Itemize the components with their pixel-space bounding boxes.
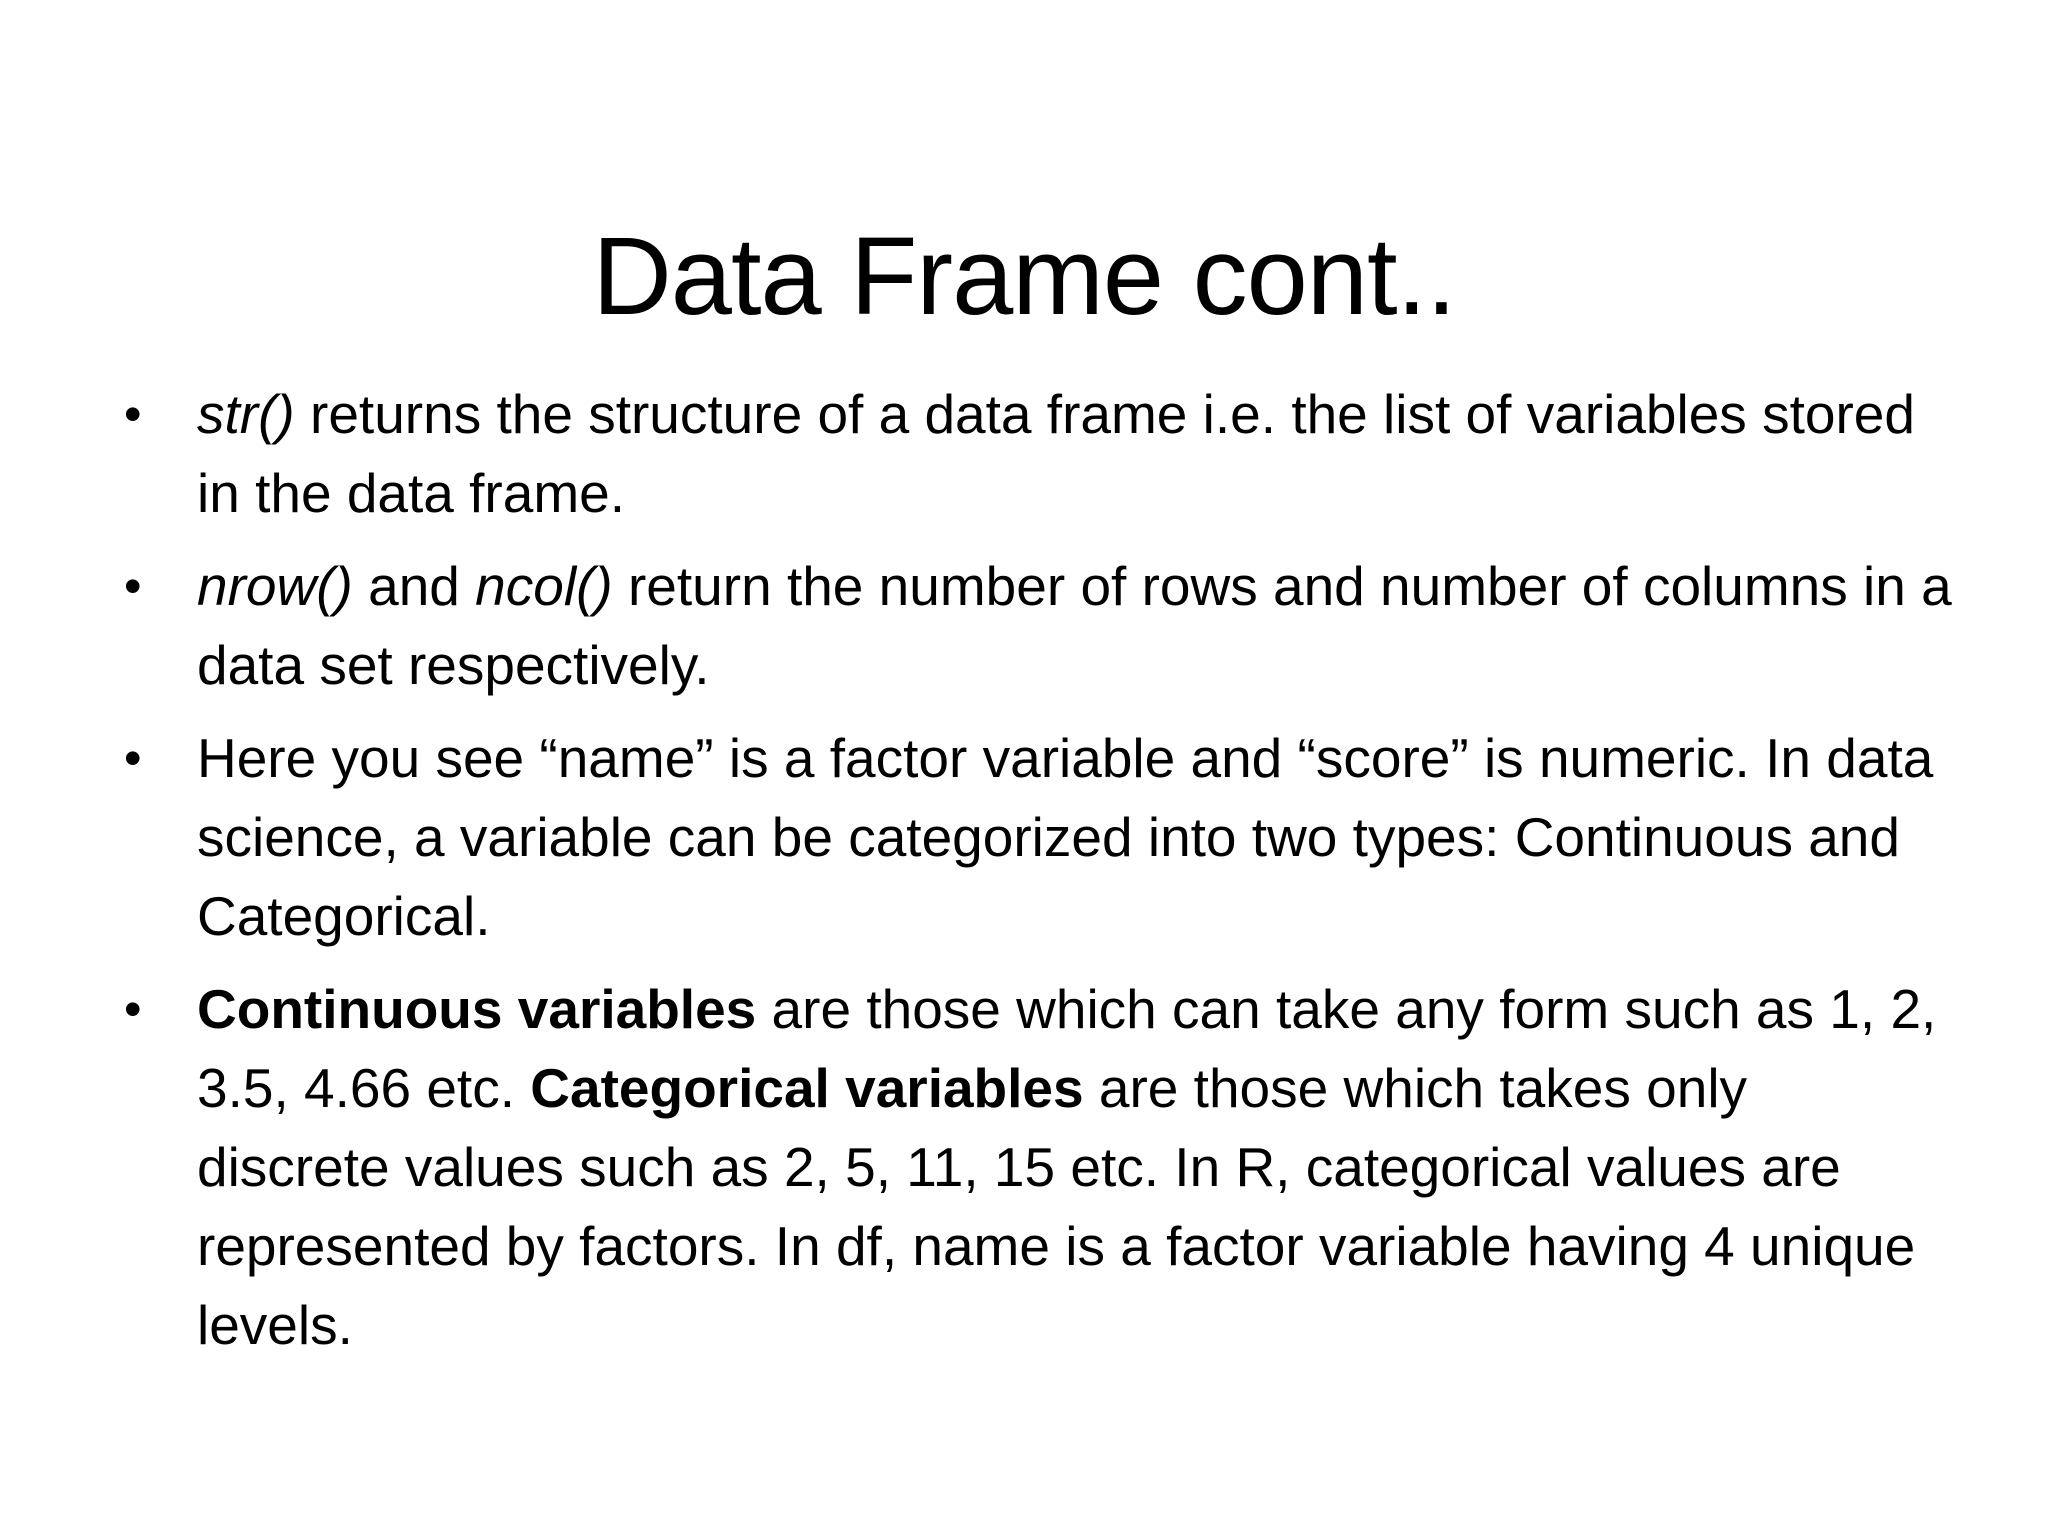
bullet-text: and — [352, 555, 476, 617]
code-nrow: nrow() — [197, 555, 353, 617]
bullet-list — [124, 375, 1954, 1379]
bullet-item-str — [124, 375, 1954, 533]
term-categorical-variables: Categorical variables — [530, 1057, 1084, 1119]
bullet-text: are those which can take any form such as 1, 2, 3.5, 4.66 etc. — [197, 978, 1937, 1119]
bullet-dot-icon: • — [124, 730, 142, 786]
code-str: str() — [197, 383, 295, 445]
bullet-text: Here you see “name” is a factor variable and “score” is numeric. In data science, a variable can be categorized into two types: Continuous and Categorical. — [197, 727, 1934, 947]
code-ncol: ncol() — [475, 555, 613, 617]
bullet-text: return the number of rows and number of columns in a data set respectively. — [197, 555, 1952, 696]
bullet-text: returns the structure of a data frame i.e. the list of variables stored in the data frame. — [197, 383, 1915, 524]
bullet-dot-icon: • — [124, 981, 142, 1037]
slide-title: Data Frame cont.. — [592, 214, 1456, 338]
term-continuous-variables: Continuous variables — [197, 978, 757, 1040]
bullet-item-nrow-ncol — [124, 547, 1954, 705]
bullet-item-variable-types — [124, 719, 1954, 956]
bullet-item-continuous-categorical — [124, 970, 1954, 1365]
bullet-text: are those which takes only discrete values such as 2, 5, 11, 15 etc. In R, categorical values are represented by factors. In df, name is a factor variable having 4 unique levels. — [197, 1057, 1916, 1356]
bullet-dot-icon: • — [124, 558, 142, 614]
bullet-dot-icon: • — [124, 386, 142, 442]
